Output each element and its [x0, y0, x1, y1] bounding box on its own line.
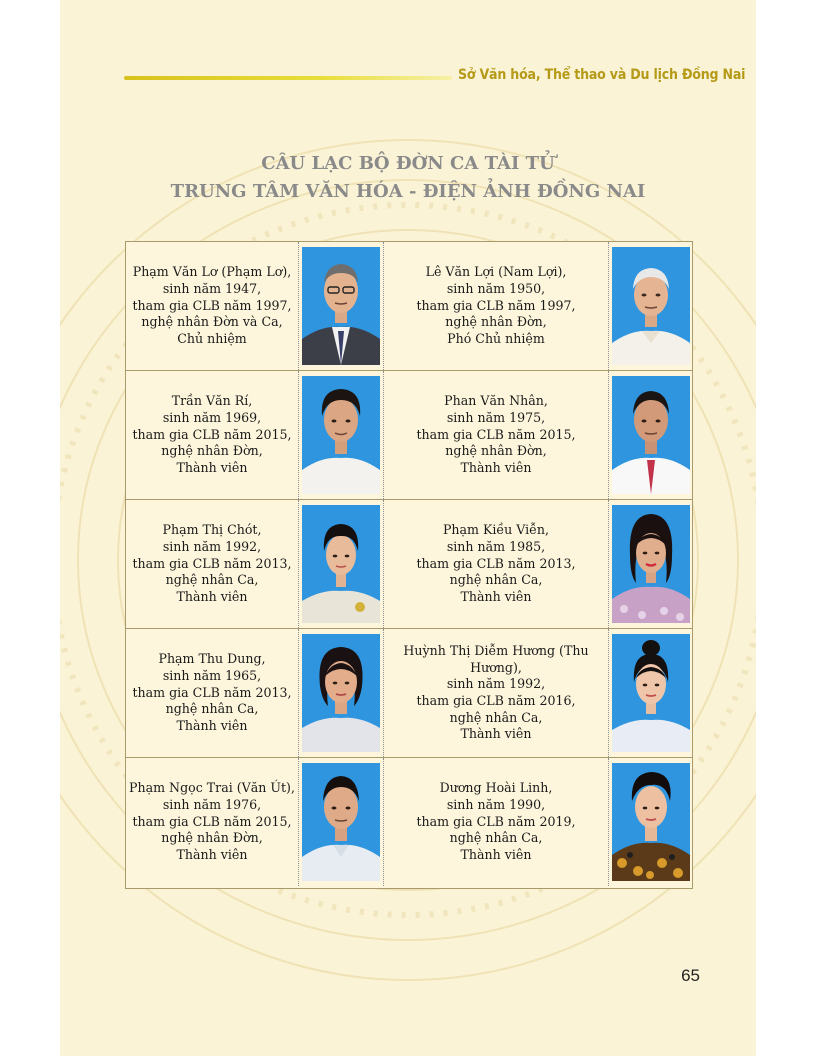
- member-cell: [383, 500, 609, 628]
- title-line-1: CÂU LẠC BỘ ĐỜN CA TÀI TỬ: [261, 153, 555, 174]
- member-cell: [383, 242, 609, 370]
- photo-cell: [300, 500, 382, 628]
- member-info: Trần Văn Rí, sinh năm 1969, tham gia CLB năm 2015, nghệ nhân Đờn, Thành viên: [132, 393, 292, 476]
- member-photo: [612, 763, 690, 881]
- member-info: Phạm Kiều Viễn, sinh năm 1985, tham gia CLB năm 2013, nghệ nhân Ca, Thành viên: [416, 522, 576, 605]
- member-photo: [302, 505, 380, 623]
- member-cell: [126, 242, 299, 370]
- member-photo: [612, 376, 690, 494]
- member-photo: [302, 376, 380, 494]
- title-line-2: TRUNG TÂM VĂN HÓA - ĐIỆN ẢNH ĐỒNG NAI: [170, 181, 646, 202]
- member-cell: [383, 371, 609, 499]
- member-cell: [126, 500, 299, 628]
- page-number: 65: [681, 966, 700, 985]
- table-row: [126, 629, 692, 758]
- page: [60, 0, 756, 1056]
- member-photo: [612, 505, 690, 623]
- member-photo: [612, 634, 690, 752]
- photo-cell: [610, 758, 692, 886]
- table-row: [126, 371, 692, 500]
- photo-cell: [610, 242, 692, 370]
- member-cell: [126, 371, 299, 499]
- photo-cell: [300, 371, 382, 499]
- member-info: Phạm Ngọc Trai (Văn Út), sinh năm 1976, tham gia CLB năm 2015, nghệ nhân Đờn, Thành viên: [129, 780, 295, 863]
- photo-cell: [610, 371, 692, 499]
- table-row: [126, 242, 692, 371]
- header-publisher: Sở Văn hóa, Thể thao và Du lịch Đồng Nai: [458, 67, 746, 83]
- member-info: Phạm Văn Lơ (Phạm Lơ), sinh năm 1947, tham gia CLB năm 1997, nghệ nhân Đờn và Ca, Chủ nhiệm: [132, 264, 292, 347]
- member-photo: [302, 763, 380, 881]
- member-cell: [126, 758, 299, 886]
- member-info: Dương Hoài Linh, sinh năm 1990, tham gia CLB năm 2019, nghệ nhân Ca, Thành viên: [416, 780, 576, 863]
- member-info: Phan Văn Nhân, sinh năm 1975, tham gia CLB năm 2015, nghệ nhân Đờn, Thành viên: [416, 393, 576, 476]
- photo-cell: [610, 629, 692, 757]
- photo-cell: [300, 242, 382, 370]
- member-photo: [302, 634, 380, 752]
- member-cell: [383, 758, 609, 886]
- member-cell: [126, 629, 299, 757]
- member-info: Lê Văn Lợi (Nam Lợi), sinh năm 1950, tham gia CLB năm 1997, nghệ nhân Đờn, Phó Chủ nhiệm: [416, 264, 576, 347]
- photo-cell: [300, 758, 382, 886]
- header-rule: [124, 76, 452, 80]
- table-row: [126, 500, 692, 629]
- member-cell: [383, 629, 609, 757]
- member-photo: [302, 247, 380, 365]
- member-info: Phạm Thị Chót, sinh năm 1992, tham gia CLB năm 2013, nghệ nhân Ca, Thành viên: [132, 522, 292, 605]
- member-photo: [612, 247, 690, 365]
- members-table: [125, 241, 693, 889]
- member-info: Huỳnh Thị Diễm Hương (Thu Hương), sinh năm 1992, tham gia CLB năm 2016, nghệ nhân Ca, Thành viên: [403, 642, 589, 742]
- photo-cell: [610, 500, 692, 628]
- member-info: Phạm Thu Dung, sinh năm 1965, tham gia CLB năm 2013, nghệ nhân Ca, Thành viên: [132, 651, 292, 734]
- table-row: [126, 758, 692, 887]
- page-title: [60, 150, 756, 206]
- photo-cell: [300, 629, 382, 757]
